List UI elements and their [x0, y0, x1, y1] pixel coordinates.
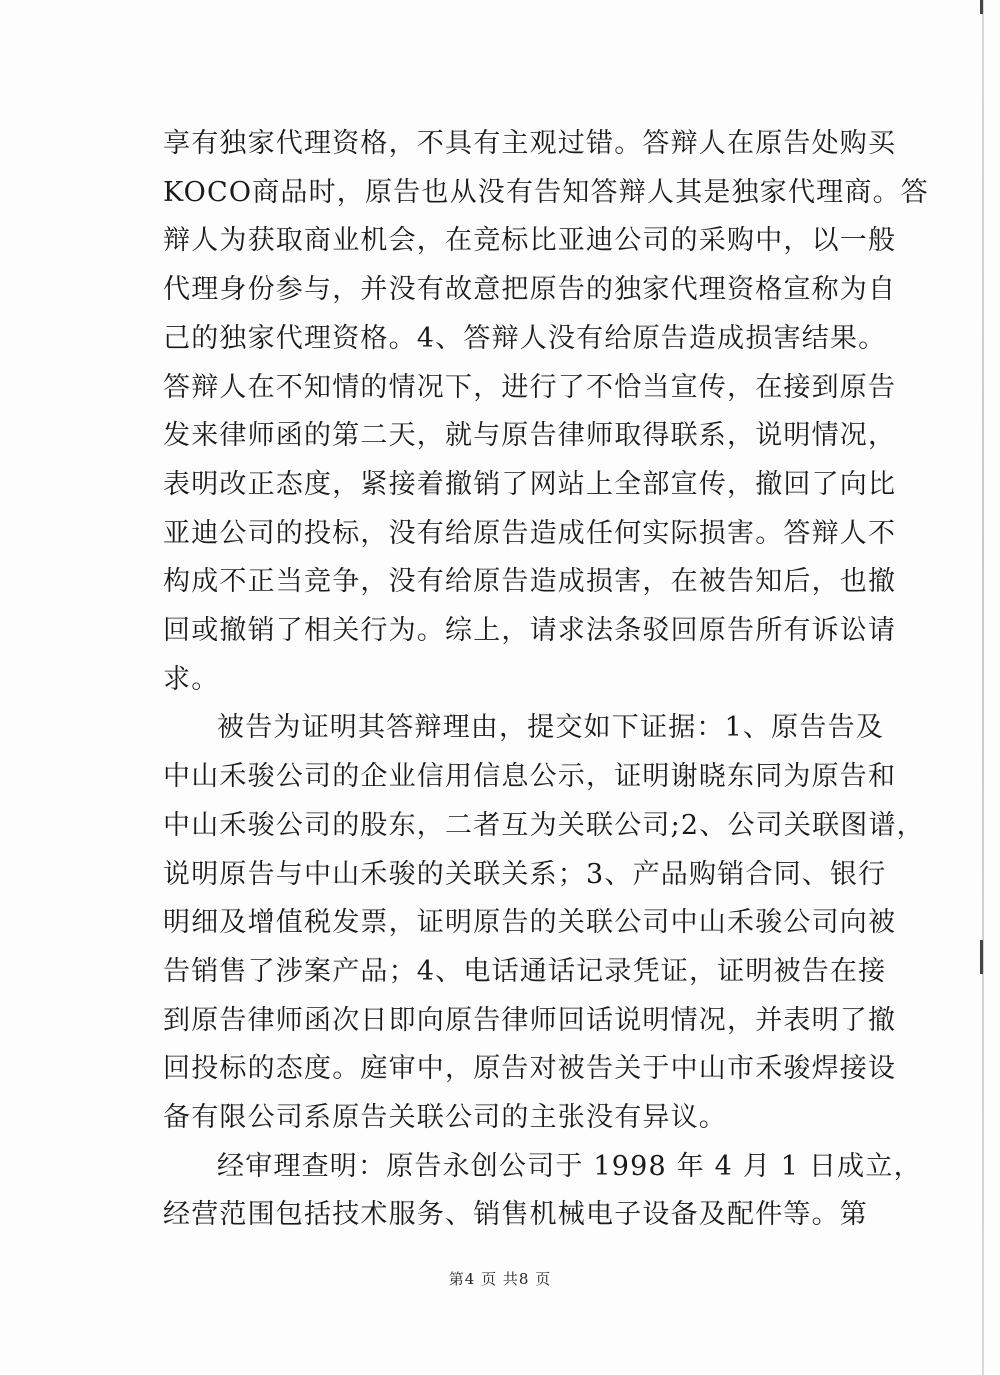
- text-line: 构成不正当竞争，没有给原告造成损害，在被告知后，也撤: [163, 566, 897, 598]
- document-body: [163, 120, 929, 1240]
- text-line: 答辩人在不知情的情况下，进行了不恰当宣传，在接到原告: [163, 371, 897, 403]
- text-line: 经营范围包括技术服务、销售机械电子设备及配件等。第: [163, 1199, 868, 1231]
- text-line: 告销售了涉案产品；4、电话通话记录凭证，证明被告在接: [163, 955, 887, 987]
- text-line: 说明原告与中山禾骏的关联关系；3、产品购销合同、银行: [163, 858, 887, 890]
- text-line: 回投标的态度。庭审中，原告对被告关于中山市禾骏焊接设: [163, 1053, 897, 1085]
- text-line: 明细及增值税发票，证明原告的关联公司中山禾骏公司向被: [163, 907, 897, 939]
- text-line: KOCO商品时，原告也从没有告知答辩人其是独家代理商。答: [163, 176, 929, 208]
- page-number-footer: 第4 页 共8 页: [448, 1270, 552, 1288]
- text-line: 辩人为获取商业机会，在竞标比亚迪公司的采购中，以一般: [163, 225, 897, 257]
- text-line: 己的独家代理资格。4、答辩人没有给原告造成损害结果。: [163, 322, 887, 354]
- scan-mark-middle: [980, 940, 983, 974]
- paragraph-defense-continued: [163, 120, 929, 704]
- text-line: 享有独家代理资格，不具有主观过错。答辩人在原告处购买: [163, 128, 897, 159]
- text-line: 发来律师函的第二天，就与原告律师取得联系，说明情况，: [163, 420, 897, 452]
- text-line: 中山禾骏公司的股东，二者互为关联公司;2、公司关联图谱，: [163, 809, 925, 841]
- text-line: 中山禾骏公司的企业信用信息公示，证明谢晓东同为原告和: [163, 761, 897, 793]
- text-line: 亚迪公司的投标，没有给原告造成任何实际损害。答辩人不: [163, 517, 897, 549]
- text-line: 被告为证明其答辩理由，提交如下证据：1、原告告及: [217, 712, 884, 744]
- text-line: 表明改正态度，紧接着撤销了网站上全部宣传，撤回了向比: [163, 468, 897, 500]
- text-line: 求。: [163, 663, 220, 695]
- paragraph-evidence: [163, 704, 925, 1142]
- text-line: 备有限公司系原告关联公司的主张没有异议。: [163, 1102, 727, 1134]
- text-line: 到原告律师函次日即向原告律师回话说明情况，并表明了撤: [163, 1004, 897, 1036]
- text-line: 回或撤销了相关行为。综上，请求法条驳回原告所有诉讼请: [163, 615, 897, 647]
- scan-mark-top: [980, 0, 983, 14]
- scan-edge-shadow: [982, 0, 984, 1375]
- paragraph-findings: [163, 1143, 922, 1240]
- text-line: 代理身份参与，并没有故意把原告的独家代理资格宣称为自: [163, 274, 897, 306]
- text-line: 经审理查明：原告永创公司于 1998 年 4 月 1 日成立，: [217, 1150, 922, 1182]
